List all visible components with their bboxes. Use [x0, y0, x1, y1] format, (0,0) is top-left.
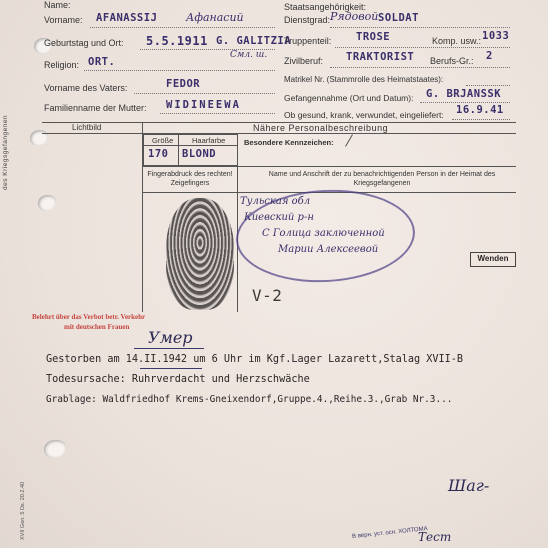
field-line [134, 93, 275, 94]
zivilberuf-label: Zivilberuf: [284, 56, 324, 66]
zivilberuf-value: TRAKTORIST [346, 51, 415, 63]
lichtbild-label: Lichtbild [72, 123, 102, 132]
fingerprint [166, 198, 234, 310]
mutter-label: Familienname der Mutter: [44, 103, 147, 113]
groesse-value: 170 [148, 148, 169, 160]
fingerprint-note: V-2 [252, 286, 283, 305]
rule [143, 145, 237, 146]
religion-value: ORT. [88, 56, 116, 68]
religion-label: Religion: [44, 60, 80, 70]
vater-value: FEDOR [166, 78, 201, 90]
field-line [90, 27, 275, 28]
angehoerige-label: Name und Anschrift der zu benachrichtigenden Person in der Heimat des Kriegsgefangenen [268, 171, 496, 187]
haarfarbe-label: Haarfarbe [192, 136, 226, 145]
rule [143, 166, 516, 167]
berufs-label: Berufs-Gr.: [430, 56, 474, 66]
komp-value: 1033 [482, 30, 510, 42]
gesund-label: Ob gesund, krank, verwundet, eingeliefert: [284, 110, 444, 120]
underline [134, 348, 204, 349]
kennzeichen-label: Besondere Kennzeichen: [244, 138, 334, 147]
death-note-cyrillic: Умер [148, 328, 193, 347]
vorname-label: Vorname: [44, 15, 83, 25]
field-line [330, 27, 510, 28]
address-line: Киевский р-н [244, 212, 314, 223]
margin-label: des Kriegsgefangenen [2, 114, 9, 190]
death-line-3: Grablage: Waldfriedhof Krems-Gneixendorf,Gruppe.4.,Reihe.3.,Grab Nr.3... [46, 394, 453, 405]
stamp-signature: Тест [418, 530, 452, 544]
punch-hole [38, 195, 56, 211]
signature: Шаг- [448, 476, 490, 495]
top-label: Staatsangehörigkeit: [284, 2, 367, 12]
dienstgrad-cyrillic: Рядовой [330, 10, 379, 23]
geburtstag-value: 5.5.1911 [146, 34, 208, 48]
vorname-value: AFANASSIJ [96, 12, 158, 24]
matrikel-label: Matrikel Nr. (Stammrolle des Heimatstaates): [284, 75, 444, 84]
dienstgrad-value: SOLDAT [378, 12, 419, 24]
gesund-value: 16.9.41 [456, 104, 504, 116]
field-line [335, 47, 510, 48]
geburtstag-place: G. GALITZIA [216, 35, 292, 47]
punch-hole [44, 440, 66, 458]
stamp-text: В верн. уст. осн. ХОЛТОМА [351, 526, 428, 540]
field-line [330, 67, 510, 68]
field-line [160, 113, 275, 114]
haarfarbe-value: BLOND [182, 148, 217, 160]
death-line-1: Gestorben am 14.II.1942 um 6 Uhr im Kgf.Lager Lazarett,Stalag XVII-B [46, 354, 464, 365]
address-line: Марии Алексеевой [278, 244, 379, 255]
date-underline [140, 368, 202, 369]
field-line [420, 102, 510, 103]
berufs-value: 2 [486, 50, 493, 62]
vater-label: Vorname des Vaters: [44, 83, 128, 93]
address-line: С Голица заключенной [262, 228, 385, 239]
wenden-button[interactable]: Wenden [470, 252, 516, 267]
geburtstag-label: Geburtstag und Ort: [44, 38, 124, 48]
field-line [466, 85, 510, 86]
field-line [84, 70, 275, 71]
fingerabdruck-label: Fingerabdruck des rechten! Zeigefingers [147, 171, 233, 187]
geburtstag-cyrillic: Смл. ш. [230, 50, 268, 60]
rule [42, 133, 516, 134]
groesse-label: Größe [152, 136, 174, 145]
address-line: Тульская обл [240, 196, 311, 207]
gefangen-value: G. BRJANSSK [426, 88, 502, 100]
truppenteil-value: TROSE [356, 31, 391, 43]
rule [237, 134, 238, 312]
field-line [140, 49, 275, 50]
vorname-cyrillic: Афанасий [186, 11, 244, 24]
beschreibung-label: Nähere Personalbeschreibung [253, 123, 389, 133]
komp-label: Komp. usw.: [432, 36, 482, 46]
red-stamp-line: Belehrt über das Verbot betr. Verkehr [32, 313, 146, 321]
truppenteil-label: Truppenteil: [284, 36, 332, 46]
death-line-2: Todesursache: Ruhrverdacht und Herzschwäche [46, 374, 310, 385]
gefangen-label: Gefangennahme (Ort und Datum): [284, 93, 414, 103]
red-stamp-line: mit deutschen Frauen [64, 323, 130, 331]
form-code: XVII Gen. 5 Ds. 20.2.40 [20, 481, 26, 540]
dienstgrad-label: Dienstgrad: [284, 15, 331, 25]
check-mark [345, 134, 353, 147]
name-label: Name: [44, 0, 71, 10]
mutter-value: WIDINEEWA [166, 99, 241, 111]
field-line [452, 119, 510, 120]
